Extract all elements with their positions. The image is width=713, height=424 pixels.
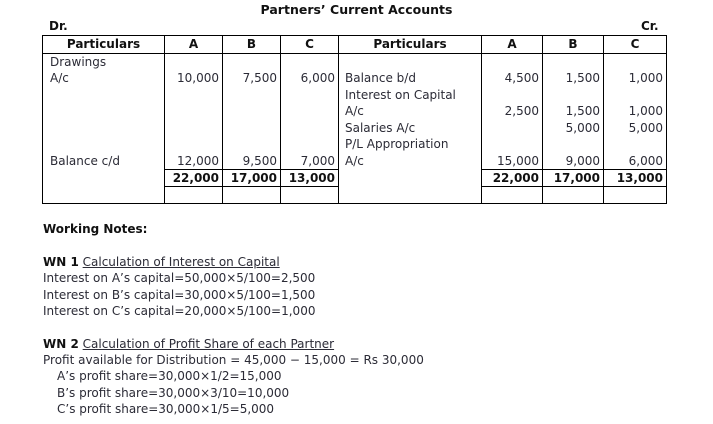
credit-b-interest: 1,500 bbox=[565, 104, 600, 118]
total-credit-c: 13,000 bbox=[604, 170, 667, 187]
wn2-intro: Profit available for Distribution = 45,000 − 15,000 = Rs 30,000 bbox=[43, 353, 424, 368]
credit-item-pl-ac: A/c bbox=[345, 153, 364, 168]
credit-c-cell bbox=[604, 53, 667, 170]
credit-b-salary: 5,000 bbox=[565, 120, 600, 135]
ledger-body-row bbox=[43, 53, 667, 170]
total-credit-b: 17,000 bbox=[543, 170, 604, 187]
debit-b-cell bbox=[223, 53, 281, 170]
wn2-title-line bbox=[43, 336, 424, 352]
current-accounts-ledger bbox=[42, 35, 667, 204]
wn2-tag: WN 2 bbox=[43, 337, 79, 352]
credit-b-cell bbox=[543, 53, 604, 170]
credit-particulars-cell bbox=[339, 53, 482, 170]
credit-c-balance: 1,000 bbox=[628, 71, 663, 85]
wn1-line-c: Interest on C’s capital=20,000×5/100=1,000 bbox=[43, 303, 316, 318]
credit-a-interest: 2,500 bbox=[504, 104, 539, 118]
total-debit-b: 17,000 bbox=[223, 170, 281, 187]
ledger-closing-row bbox=[43, 187, 667, 204]
credit-item-balance-bd: Balance b/d bbox=[345, 71, 416, 85]
debit-c-balance: 7,000 bbox=[300, 153, 335, 168]
header-particulars-left: Particulars bbox=[43, 36, 165, 54]
credit-a-profit: 15,000 bbox=[497, 153, 539, 168]
wn1-tag: WN 1 bbox=[43, 255, 79, 270]
header-a-right: A bbox=[482, 36, 543, 54]
ledger-total-row bbox=[43, 170, 667, 187]
credit-item-interest-ac: A/c bbox=[345, 104, 364, 118]
credit-c-salary: 5,000 bbox=[628, 120, 663, 135]
header-c-right: C bbox=[604, 36, 667, 54]
page-title: Partners’ Current Accounts bbox=[260, 2, 453, 17]
total-debit-c: 13,000 bbox=[281, 170, 339, 187]
debit-label: Dr. bbox=[49, 19, 68, 33]
debit-c-cell bbox=[281, 53, 339, 170]
debit-item-drawings-ac: A/c bbox=[50, 71, 69, 85]
wn1-line-a: Interest on A’s capital=50,000×5/100=2,500 bbox=[43, 271, 316, 286]
credit-item-interest: Interest on Capital bbox=[345, 87, 456, 102]
credit-a-cell bbox=[482, 53, 543, 170]
wn1-title: Calculation of Interest on Capital bbox=[82, 255, 280, 270]
header-particulars-right: Particulars bbox=[339, 36, 482, 54]
credit-label: Cr. bbox=[641, 19, 659, 33]
header-a-left: A bbox=[165, 36, 223, 54]
debit-a-drawings: 10,000 bbox=[177, 71, 219, 85]
wn2-line-a: A’s profit share=30,000×1/2=15,000 bbox=[57, 369, 282, 384]
ledger-header-row bbox=[43, 36, 667, 54]
credit-c-profit: 6,000 bbox=[628, 153, 663, 168]
header-b-left: B bbox=[223, 36, 281, 54]
header-c-left: C bbox=[281, 36, 339, 54]
debit-a-cell bbox=[165, 53, 223, 170]
debit-item-balance-cd: Balance c/d bbox=[50, 153, 120, 168]
wn2-line-c: C’s profit share=30,000×1/5=5,000 bbox=[57, 401, 275, 416]
debit-b-balance: 9,500 bbox=[242, 153, 277, 168]
credit-b-balance: 1,500 bbox=[565, 71, 600, 85]
debit-c-drawings: 6,000 bbox=[300, 71, 335, 85]
wn1-line-b: Interest on B’s capital=30,000×5/100=1,500 bbox=[43, 287, 316, 302]
wn1-title-line bbox=[43, 254, 424, 270]
working-notes bbox=[43, 221, 424, 417]
total-credit-a: 22,000 bbox=[482, 170, 543, 187]
credit-a-balance: 4,500 bbox=[504, 71, 539, 85]
credit-c-interest: 1,000 bbox=[628, 104, 663, 118]
total-debit-a: 22,000 bbox=[165, 170, 223, 187]
credit-item-pl-appropriation: P/L Appropriation bbox=[345, 137, 449, 151]
credit-b-profit: 9,000 bbox=[565, 153, 600, 168]
wn2-line-b: B’s profit share=30,000×3/10=10,000 bbox=[57, 385, 290, 400]
debit-b-drawings: 7,500 bbox=[242, 71, 277, 85]
header-b-right: B bbox=[543, 36, 604, 54]
debit-particulars-cell bbox=[43, 53, 165, 170]
debit-item-drawings: Drawings bbox=[50, 54, 107, 69]
credit-item-salaries: Salaries A/c bbox=[345, 120, 416, 135]
debit-a-balance: 12,000 bbox=[177, 153, 219, 168]
working-notes-heading: Working Notes: bbox=[43, 222, 148, 236]
wn2-title: Calculation of Profit Share of each Partner bbox=[82, 337, 335, 352]
